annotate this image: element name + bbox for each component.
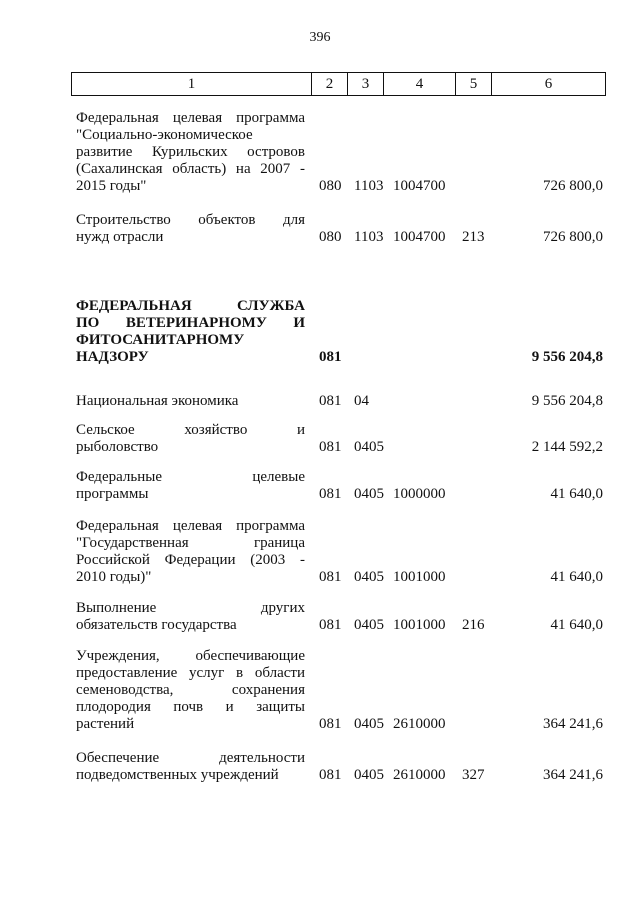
row-name-line: Сельское хозяйство и <box>76 422 305 438</box>
cell-c4: 1004700 <box>393 229 446 245</box>
cell-c3: 04 <box>354 393 369 409</box>
row-name-line: семеноводства, сохранения <box>76 682 305 698</box>
row-name-line: Федеральная целевая программа <box>76 110 305 126</box>
cell-c6: 41 640,0 <box>550 486 603 502</box>
header-col-4: 4 <box>384 73 456 95</box>
row-name <box>76 212 305 246</box>
row-name-line: Выполнение других <box>76 600 305 616</box>
row-name-line: рыболовство <box>76 439 159 455</box>
cell-c3: 1103 <box>354 229 384 245</box>
cell-c3: 0405 <box>354 716 384 732</box>
cell-c2: 081 <box>319 393 342 409</box>
row-name-line: обязательств государства <box>76 617 237 633</box>
cell-c6: 726 800,0 <box>543 229 603 245</box>
cell-c3: 1103 <box>354 178 384 194</box>
cell-c5: 213 <box>462 229 485 245</box>
cell-c6: 41 640,0 <box>550 569 603 585</box>
header-col-5: 5 <box>456 73 492 95</box>
row-name-line: развитие Курильских островов <box>76 144 305 160</box>
row-name-line: программы <box>76 486 149 502</box>
row-name-line: Строительство объектов для <box>76 212 305 228</box>
cell-c2: 081 <box>319 716 342 732</box>
header-col-1: 1 <box>72 73 312 95</box>
page-number: 396 <box>309 30 331 45</box>
header-col-3: 3 <box>348 73 384 95</box>
cell-c5: 327 <box>462 767 485 783</box>
row-name-line: Обеспечение деятельности <box>76 750 305 766</box>
row-name <box>76 469 305 503</box>
row-name <box>76 648 305 733</box>
row-name-line: 2015 годы" <box>76 178 147 194</box>
cell-c6: 364 241,6 <box>543 716 603 732</box>
row-name-line: Российской Федерации (2003 - <box>76 552 305 568</box>
row-name <box>76 422 305 456</box>
cell-c2: 081 <box>319 767 342 783</box>
cell-c3: 0405 <box>354 439 384 455</box>
row-name-line: Национальная экономика <box>76 393 239 409</box>
row-name-line: 2010 годы)" <box>76 569 152 585</box>
cell-c3: 0405 <box>354 569 384 585</box>
row-name-line: плодородия почв и защиты <box>76 699 305 715</box>
row-name <box>76 600 305 634</box>
cell-c6: 2 144 592,2 <box>531 439 603 455</box>
row-name-line: Федеральные целевые <box>76 469 305 485</box>
cell-c4: 1000000 <box>393 486 446 502</box>
table-header <box>71 72 606 96</box>
row-name-line: Учреждения, обеспечивающие <box>76 648 305 664</box>
row-name-line: Федеральная целевая программа <box>76 518 305 534</box>
cell-c2: 081 <box>319 349 342 365</box>
cell-c2: 081 <box>319 486 342 502</box>
row-name-line: "Социально-экономическое <box>76 127 253 143</box>
row-name <box>76 518 305 586</box>
cell-c6: 9 556 204,8 <box>531 349 603 365</box>
cell-c4: 1004700 <box>393 178 446 194</box>
cell-c4: 2610000 <box>393 716 446 732</box>
cell-c6: 364 241,6 <box>543 767 603 783</box>
cell-c2: 080 <box>319 229 342 245</box>
row-name-line: растений <box>76 716 135 732</box>
cell-c3: 0405 <box>354 767 384 783</box>
cell-c2: 081 <box>319 569 342 585</box>
cell-c6: 9 556 204,8 <box>531 393 603 409</box>
cell-c3: 0405 <box>354 617 384 633</box>
row-name-line: (Сахалинская область) на 2007 - <box>76 161 305 177</box>
row-name-line: ПО ВЕТЕРИНАРНОМУ И <box>76 315 305 331</box>
cell-c3: 0405 <box>354 486 384 502</box>
cell-c5: 216 <box>462 617 485 633</box>
header-col-6: 6 <box>544 76 553 92</box>
cell-c6: 41 640,0 <box>550 617 603 633</box>
cell-c4: 2610000 <box>393 767 446 783</box>
row-name <box>76 393 305 410</box>
row-name-line: ФИТОСАНИТАРНОМУ <box>76 332 245 348</box>
cell-c2: 081 <box>319 617 342 633</box>
row-name <box>76 750 305 784</box>
cell-c2: 080 <box>319 178 342 194</box>
row-name <box>76 110 305 195</box>
cell-c2: 081 <box>319 439 342 455</box>
cell-c6: 726 800,0 <box>543 178 603 194</box>
row-name-line: "Государственная граница <box>76 535 305 551</box>
row-name-line: подведомственных учреждений <box>76 767 279 783</box>
header-col-2: 2 <box>312 73 348 95</box>
cell-c4: 1001000 <box>393 617 446 633</box>
row-name-line: ФЕДЕРАЛЬНАЯ СЛУЖБА <box>76 298 305 314</box>
row-name-line: нужд отрасли <box>76 229 164 245</box>
row-name <box>76 298 305 366</box>
row-name-line: предоставление услуг в области <box>76 665 305 681</box>
row-name-line: НАДЗОРУ <box>76 349 149 365</box>
cell-c4: 1001000 <box>393 569 446 585</box>
